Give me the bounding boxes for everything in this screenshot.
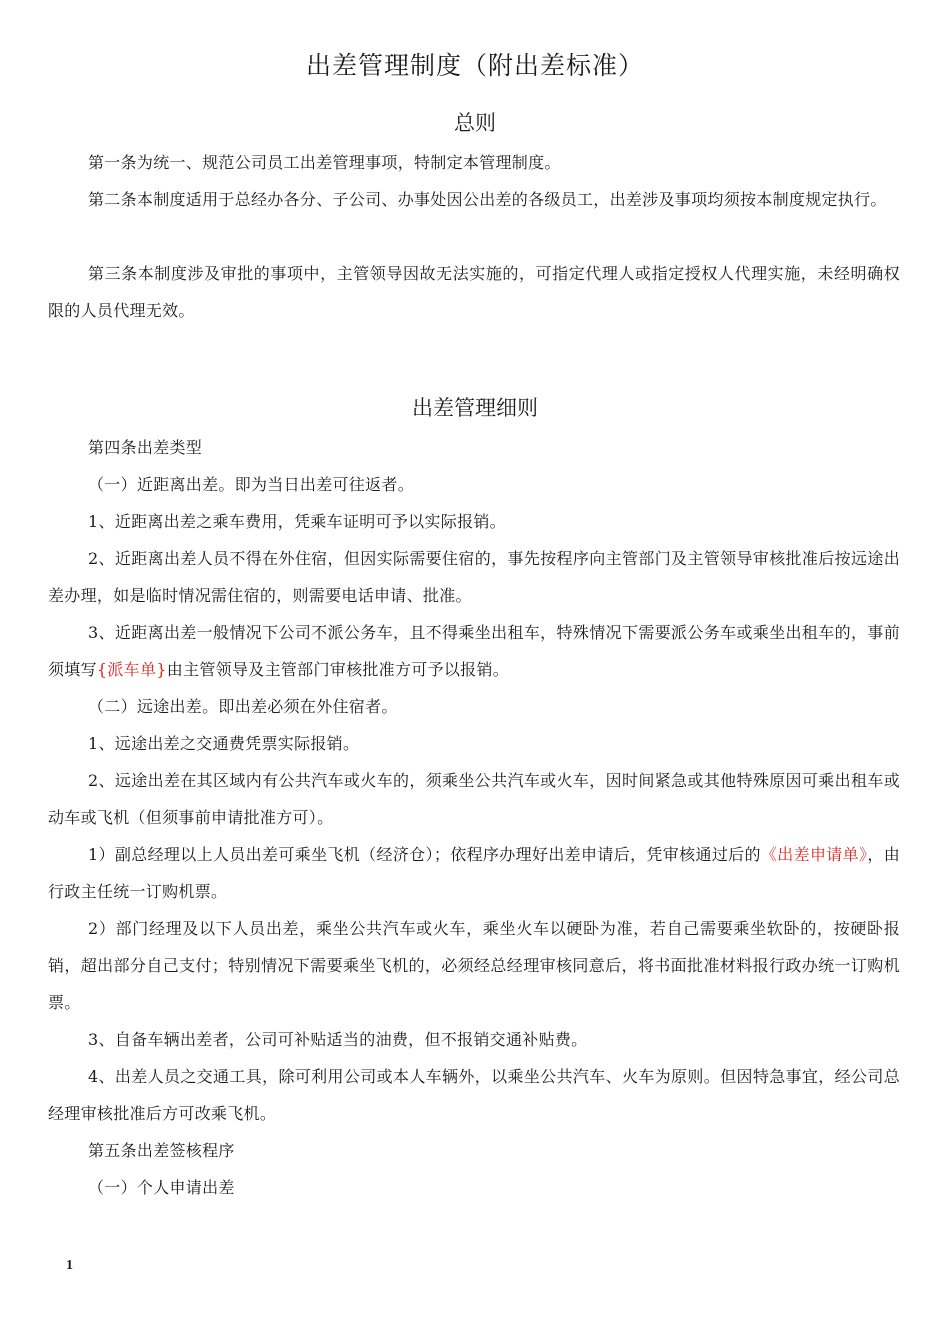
travel-application-form-name: 《出差申请单》 <box>760 845 868 864</box>
long-trip-item-4: 4、出差人员之交通工具，除可利用公司或本人车辆外，以乘坐公共汽车、火车为原则。但因特急事宜，经公司总经理审核批准后方可改乘飞机。 <box>48 1067 900 1123</box>
item-3-text-a: 3、近距离出差一般情况下公司不派公务车，且不得乘坐出租车，特殊情况下需要派公务车或乘坐出租车的，事前须填写 <box>48 623 900 679</box>
article-1: 第一条为统一、规范公司员工出差管理事项，特制定本管理制度。 <box>88 153 561 172</box>
short-trip-item-2: 2、近距离出差人员不得在外住宿，但因实际需要住宿的，事先按程序向主管部门及主管领导审核批准后按远途出差办理，如是临时情况需住宿的，则需要电话申请、批准。 <box>48 549 900 605</box>
short-trip-item-1: 1、近距离出差之乘车费用，凭乘车证明可予以实际报销。 <box>88 512 506 531</box>
article-4-heading: 第四条出差类型 <box>88 438 203 457</box>
sub-1-text-a: 1）副总经理以上人员出差可乘坐飞机（经济仓）；依程序办理好出差申请后，凭审核通过后的 <box>88 845 761 864</box>
long-trip-item-2: 2、远途出差在其区域内有公共汽车或火车的，须乘坐公共汽车或火车，因时间紧急或其他特殊原因可乘出租车或动车或飞机（但须事前申请批准方可）。 <box>48 771 900 827</box>
article-2: 第二条本制度适用于总经办各分、子公司、办事处因公出差的各级员工，出差涉及事项均须按本制度规定执行。 <box>88 190 887 209</box>
sub-1-text-b: ，由行政主任统一订购机票。 <box>48 845 900 901</box>
travel-type-long: （二）远途出差。即出差必须在外住宿者。 <box>88 697 398 716</box>
section-heading-rules: 出差管理细则 <box>412 396 538 420</box>
dispatch-form-name: {派车单} <box>96 660 167 679</box>
article-3: 第三条本制度涉及审批的事项中，主管领导因故无法实施的，可指定代理人或指定授权人代理实施，未经明确权限的人员代理无效。 <box>48 264 900 320</box>
long-trip-sub-1 <box>48 836 900 910</box>
article-5-heading: 第五条出差签核程序 <box>88 1141 235 1160</box>
article-5-item-1: （一）个人申请出差 <box>88 1178 235 1197</box>
short-trip-item-3 <box>48 614 900 688</box>
long-trip-item-3: 3、自备车辆出差者，公司可补贴适当的油费，但不报销交通补贴费。 <box>88 1030 588 1049</box>
long-trip-sub-2: 2）部门经理及以下人员出差，乘坐公共汽车或火车，乘坐火车以硬卧为准，若自己需要乘坐软卧的，按硬卧报销，超出部分自己支付；特别情况下需要乘坐飞机的，必须经总经理审核同意后，将书面批准材料报行政办统一订购机票。 <box>48 919 900 1012</box>
page-number: 1 <box>66 1258 73 1273</box>
item-3-text-b: 由主管领导及主管部门审核批准方可予以报销。 <box>166 660 510 679</box>
travel-type-short: （一）近距离出差。即为当日出差可往返者。 <box>88 475 415 494</box>
section-heading-general: 总则 <box>454 111 496 135</box>
document-title: 出差管理制度（附出差标准） <box>305 51 644 80</box>
long-trip-item-1: 1、远途出差之交通费凭票实际报销。 <box>88 734 360 753</box>
